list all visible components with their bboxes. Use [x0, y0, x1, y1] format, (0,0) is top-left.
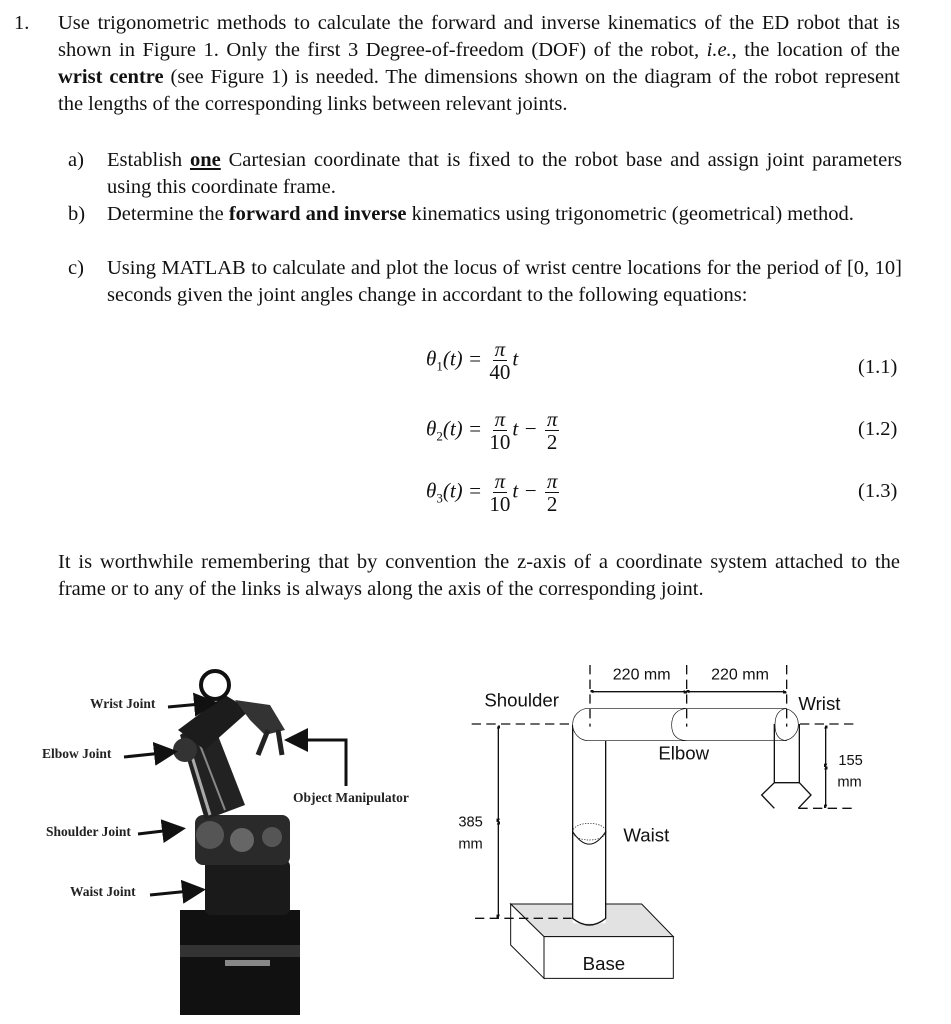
- item-label: c): [68, 257, 84, 279]
- equation-1-3: $\theta_3(t)$ = $\frac{\pi}{10}$ t − $\frac{\pi}{2}$: [426, 469, 558, 516]
- intro-text: , the location of the: [731, 39, 901, 61]
- label-elbow: Elbow: [658, 742, 710, 764]
- item-text: Cartesian coordinate that is fixed to the robot base and assign joint parameters using this coordinate frame.: [107, 149, 902, 198]
- robot-schematic: [440, 650, 920, 1020]
- item-label: b): [68, 203, 86, 225]
- convention-note: It is worthwhile remembering that by convention the z-axis of a coordinate system attached to the frame or to any of the links is always along the axis of the corresponding joint.: [58, 551, 900, 600]
- label-wrist: Wrist: [798, 693, 841, 714]
- label-shoulder: Shoulder: [484, 689, 560, 711]
- intro-bold: wrist centre: [58, 66, 164, 88]
- item-text: Using MATLAB to calculate and plot the locus of wrist centre locations for the period of [0, 10] seconds given the joint angles change in accordant to the following equations:: [107, 257, 902, 306]
- dim-gripper-unit: mm: [837, 774, 862, 791]
- item-text: Determine the: [107, 203, 229, 225]
- label-shoulder-joint: Shoulder Joint: [46, 824, 131, 839]
- item-text: Establish: [107, 149, 190, 171]
- question-number: 1.: [14, 12, 30, 34]
- intro-text: (see Figure 1) is needed. The dimensions shown on the diagram of the robot represent the lengths of the corresponding links between relevant joints.: [58, 66, 900, 115]
- item-label: a): [68, 149, 84, 171]
- label-object-manipulator: Object Manipulator: [293, 790, 409, 805]
- equation-number: (1.1): [858, 356, 898, 378]
- label-wrist-joint: Wrist Joint: [90, 696, 156, 711]
- label-base: Base: [582, 953, 626, 974]
- equation-number: (1.3): [858, 480, 898, 502]
- label-elbow-joint: Elbow Joint: [42, 746, 112, 761]
- dim-height-value: 385: [458, 814, 483, 831]
- intro-ie: i.e.: [706, 39, 732, 61]
- dim-elbow-wrist: 220 mm: [711, 666, 769, 684]
- item-emphasis: one: [190, 149, 221, 171]
- label-waist: Waist: [623, 824, 670, 846]
- dim-shoulder-elbow: 220 mm: [612, 666, 671, 684]
- equation-1-1: $\theta_1(t)$ = $\frac{\pi}{40}$ t: [426, 337, 519, 384]
- dim-gripper-value: 155: [838, 753, 863, 769]
- item-text: kinematics using trigonometric (geometrical) method.: [406, 203, 854, 225]
- equation-1-2: $\theta_2(t)$ = $\frac{\pi}{10}$ t − $\frac{\pi}{2}$: [426, 407, 558, 454]
- dim-height-unit: mm: [458, 836, 483, 853]
- intro-text: Use trigonometric methods to calculate the forward and inverse kinematics of the ED robot that is shown in Figure 1. Only the first 3 Degree-of-freedom (DOF) of the robot,: [58, 12, 900, 61]
- equation-number: (1.2): [858, 418, 898, 440]
- label-waist-joint: Waist Joint: [70, 884, 136, 899]
- item-emphasis: forward and inverse: [228, 203, 407, 225]
